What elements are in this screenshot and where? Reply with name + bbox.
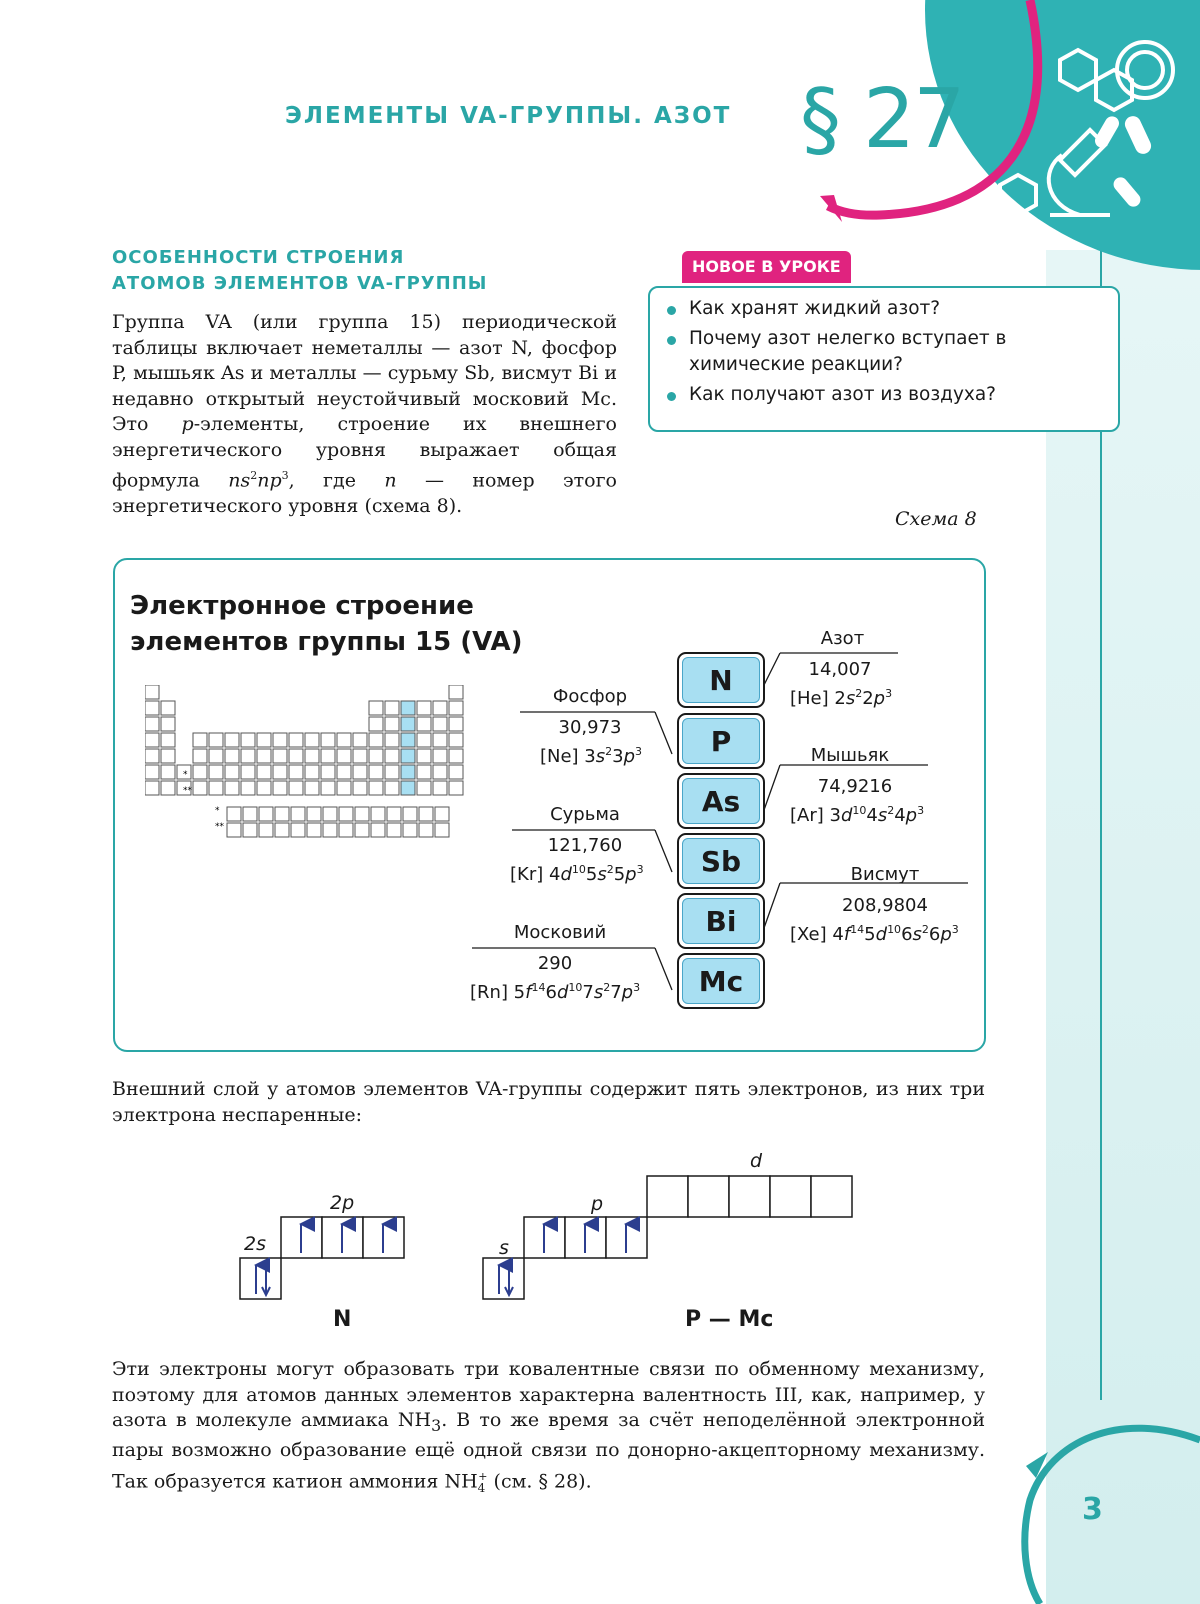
table-cell bbox=[305, 765, 319, 779]
table-cell bbox=[307, 807, 321, 821]
table-cell bbox=[243, 807, 257, 821]
table-cell bbox=[355, 807, 369, 821]
table-cell bbox=[369, 701, 383, 715]
table-cell bbox=[289, 733, 303, 747]
table-cell bbox=[241, 781, 255, 795]
list-item: Как получают азот из воздуха? bbox=[665, 382, 1105, 408]
element-mass: 14,007 bbox=[808, 659, 872, 680]
table-cell bbox=[323, 807, 337, 821]
subheading-line-1: ОСОБЕННОСТИ СТРОЕНИЯ bbox=[112, 247, 405, 268]
table-cell bbox=[435, 823, 449, 837]
table-cell bbox=[321, 781, 335, 795]
table-cell bbox=[273, 781, 287, 795]
table-cell bbox=[323, 823, 337, 837]
table-cell bbox=[369, 781, 383, 795]
lanthanide-mark: ** bbox=[183, 786, 192, 796]
orbital-label-d: d bbox=[750, 1150, 763, 1172]
capsule-icon bbox=[1092, 113, 1153, 209]
page-number: 3 bbox=[1082, 1492, 1103, 1527]
table-cell bbox=[433, 749, 447, 763]
element-symbol: Sb bbox=[682, 838, 760, 884]
table-cell bbox=[227, 823, 241, 837]
table-cell bbox=[193, 749, 207, 763]
table-cell bbox=[275, 823, 289, 837]
bonds-paragraph: Эти электроны могут образовать три ковалентные связи по обменному механизму, поэтому для атомов данных элементов характерна валентность III, как, например, у азота в молекуле аммиака $NH_3$. В то же время за счёт неподелённой электронной пары возможно образование ещё одной связи по донорно-акцепторному механизму. Так образуется катион аммония $NH_4^+$ (см. § 28). bbox=[112, 1358, 986, 1495]
table-cell bbox=[161, 717, 175, 731]
orbital-label-s: s bbox=[499, 1237, 509, 1259]
table-cell bbox=[321, 733, 335, 747]
table-cell bbox=[145, 717, 159, 731]
element-cell-as bbox=[677, 773, 765, 829]
table-cell bbox=[241, 749, 255, 763]
table-cell bbox=[369, 765, 383, 779]
orbital-diagrams bbox=[230, 1165, 870, 1325]
table-cell bbox=[433, 781, 447, 795]
table-cell bbox=[385, 701, 399, 715]
table-cell bbox=[403, 823, 417, 837]
page-arc bbox=[1025, 1428, 1200, 1604]
table-cell bbox=[193, 781, 207, 795]
element-name: Азот bbox=[820, 628, 865, 649]
table-cell bbox=[337, 781, 351, 795]
table-cell bbox=[145, 733, 159, 747]
table-cell bbox=[161, 765, 175, 779]
element-name: Сурьма bbox=[550, 804, 620, 825]
paragraph-number: § 27 bbox=[800, 72, 964, 167]
element-config: [Ar] $3d^{10}4s^24p^3$ bbox=[790, 804, 925, 826]
table-cell bbox=[161, 781, 175, 795]
outer-layer-paragraph: Внешний слой у атомов элементов VA-группы содержит пять электронов, из них три электрона неспаренные: bbox=[112, 1078, 985, 1126]
element-config: [Kr] $4d^{10}5s^25p^3$ bbox=[510, 863, 644, 885]
element-symbol: N bbox=[682, 657, 760, 703]
table-cell bbox=[257, 733, 271, 747]
table-cell bbox=[417, 733, 431, 747]
table-cell bbox=[289, 781, 303, 795]
page-title: ЭЛЕМЕНТЫ VA-ГРУППЫ. АЗОТ bbox=[285, 103, 732, 129]
table-cell bbox=[209, 765, 223, 779]
table-cell bbox=[385, 717, 399, 731]
table-cell bbox=[339, 807, 353, 821]
table-cell bbox=[225, 749, 239, 763]
table-cell bbox=[385, 765, 399, 779]
subheading-line-2: АТОМОВ ЭЛЕМЕНТОВ VA-ГРУППЫ bbox=[112, 273, 488, 294]
section-subheading bbox=[112, 245, 487, 297]
mini-periodic-table bbox=[145, 685, 475, 860]
table-cell bbox=[387, 823, 401, 837]
group-15-cell bbox=[401, 781, 415, 795]
orbital-label-2p: 2p bbox=[330, 1192, 355, 1214]
table-cell bbox=[161, 749, 175, 763]
scheme-title-line-1: Электронное строение bbox=[130, 591, 474, 621]
lanthanide-mark: * bbox=[183, 770, 188, 780]
table-cell bbox=[259, 823, 273, 837]
element-symbol: As bbox=[682, 778, 760, 824]
table-cell bbox=[225, 765, 239, 779]
table-cell bbox=[145, 749, 159, 763]
table-cell bbox=[273, 765, 287, 779]
table-cell bbox=[433, 701, 447, 715]
element-mass: 208,9804 bbox=[842, 895, 928, 916]
group-15-cell bbox=[401, 717, 415, 731]
table-cell bbox=[291, 823, 305, 837]
table-cell bbox=[161, 733, 175, 747]
element-cell-p bbox=[677, 713, 765, 769]
table-cell bbox=[369, 749, 383, 763]
lanthanide-mark: * bbox=[215, 806, 220, 816]
element-config: [He] $2s^22p^3$ bbox=[790, 687, 893, 709]
table-cell bbox=[339, 823, 353, 837]
table-cell bbox=[273, 733, 287, 747]
orbital-caption-p-mc: P — Mc bbox=[685, 1307, 774, 1332]
group-15-cell bbox=[401, 733, 415, 747]
table-cell bbox=[385, 781, 399, 795]
table-cell bbox=[243, 823, 257, 837]
table-cell bbox=[403, 807, 417, 821]
table-cell bbox=[433, 765, 447, 779]
element-mass: 290 bbox=[537, 953, 573, 974]
table-cell bbox=[417, 765, 431, 779]
table-cell bbox=[385, 749, 399, 763]
group-15-cell bbox=[401, 765, 415, 779]
table-cell bbox=[259, 807, 273, 821]
table-cell bbox=[291, 807, 305, 821]
table-cell bbox=[193, 733, 207, 747]
lanthanide-mark: ** bbox=[215, 822, 224, 832]
table-cell bbox=[355, 823, 369, 837]
table-cell bbox=[371, 807, 385, 821]
orbital-label-2s: 2s bbox=[244, 1233, 266, 1255]
element-config: [Xe] $4f^{14}5d^{10}6s^26p^3$ bbox=[790, 923, 959, 945]
orbital-caption-n: N bbox=[333, 1307, 352, 1332]
table-cell bbox=[417, 781, 431, 795]
table-cell bbox=[369, 717, 383, 731]
element-symbol: P bbox=[682, 718, 760, 764]
new-in-lesson-label: НОВОЕ В УРОКЕ bbox=[682, 251, 851, 283]
scheme-title-line-2: элементов группы 15 (VA) bbox=[130, 627, 523, 657]
element-name: Фосфор bbox=[552, 686, 628, 707]
table-cell bbox=[145, 701, 159, 715]
table-cell bbox=[257, 781, 271, 795]
petri-dish-icon bbox=[1117, 42, 1173, 98]
table-cell bbox=[241, 765, 255, 779]
scheme-caption: Схема 8 bbox=[895, 508, 977, 530]
orbital-label-p: p bbox=[591, 1193, 604, 1215]
group-15-cell bbox=[401, 701, 415, 715]
table-cell bbox=[353, 765, 367, 779]
element-name: Московий bbox=[513, 922, 607, 943]
new-in-lesson-list bbox=[665, 296, 1105, 412]
table-cell bbox=[145, 781, 159, 795]
table-cell bbox=[209, 733, 223, 747]
table-cell bbox=[417, 701, 431, 715]
table-cell bbox=[227, 807, 241, 821]
table-cell bbox=[321, 765, 335, 779]
table-cell bbox=[353, 733, 367, 747]
table-cell bbox=[321, 749, 335, 763]
table-cell bbox=[435, 807, 449, 821]
element-config: [Rn] $5f^{14}6d^{10}7s^27p^3$ bbox=[470, 981, 641, 1003]
list-item: Как хранят жидкий азот? bbox=[665, 296, 1105, 322]
table-cell bbox=[385, 733, 399, 747]
table-cell bbox=[225, 781, 239, 795]
table-cell bbox=[305, 733, 319, 747]
table-cell bbox=[337, 765, 351, 779]
table-cell bbox=[369, 733, 383, 747]
table-cell bbox=[273, 749, 287, 763]
element-mass: 74,9216 bbox=[817, 776, 893, 797]
table-cell bbox=[387, 807, 401, 821]
group-15-cell bbox=[401, 749, 415, 763]
table-cell bbox=[417, 749, 431, 763]
table-cell bbox=[371, 823, 385, 837]
element-symbol: Bi bbox=[682, 898, 760, 944]
table-cell bbox=[419, 807, 433, 821]
table-cell bbox=[305, 781, 319, 795]
element-mass: 121,760 bbox=[547, 835, 623, 856]
table-cell bbox=[275, 807, 289, 821]
table-cell bbox=[257, 749, 271, 763]
table-cell bbox=[289, 765, 303, 779]
element-name: Мышьяк bbox=[810, 745, 890, 766]
table-cell bbox=[145, 685, 159, 699]
table-cell bbox=[419, 823, 433, 837]
list-item: Почему азот нелегко вступает в химические реакции? bbox=[665, 326, 1105, 378]
element-cell-bi bbox=[677, 893, 765, 949]
element-symbol: Mc bbox=[682, 958, 760, 1004]
table-cell bbox=[289, 749, 303, 763]
element-config: [Ne] $3s^23p^3$ bbox=[540, 745, 643, 767]
table-cell bbox=[337, 733, 351, 747]
table-cell bbox=[209, 781, 223, 795]
element-cell-sb bbox=[677, 833, 765, 889]
element-name: Висмут bbox=[850, 864, 920, 885]
table-cell bbox=[209, 749, 223, 763]
element-cell-n bbox=[677, 652, 765, 708]
table-cell bbox=[305, 749, 319, 763]
table-cell bbox=[337, 749, 351, 763]
table-cell bbox=[161, 701, 175, 715]
element-mass: 30,973 bbox=[558, 717, 622, 738]
element-cell-mc bbox=[677, 953, 765, 1009]
table-cell bbox=[433, 733, 447, 747]
table-cell bbox=[353, 781, 367, 795]
table-cell bbox=[353, 749, 367, 763]
table-cell bbox=[241, 733, 255, 747]
table-cell bbox=[433, 717, 447, 731]
table-cell bbox=[225, 733, 239, 747]
table-cell bbox=[307, 823, 321, 837]
table-cell bbox=[417, 717, 431, 731]
table-cell bbox=[193, 765, 207, 779]
table-cell bbox=[145, 765, 159, 779]
intro-paragraph: Группа VA (или группа 15) периодической таблицы включает неметаллы — азот N, фосфор P, мышьяк As и металлы — сурьму Sb, висмут Bi и недавно открытый неустойчивый московий Mc. Это p-элементы, строение их внешнего энергетического уровня выражает общая формула $ns^2np^3$, где n — номер этого энергетического уровня (схема 8). bbox=[112, 311, 617, 517]
table-cell bbox=[257, 765, 271, 779]
